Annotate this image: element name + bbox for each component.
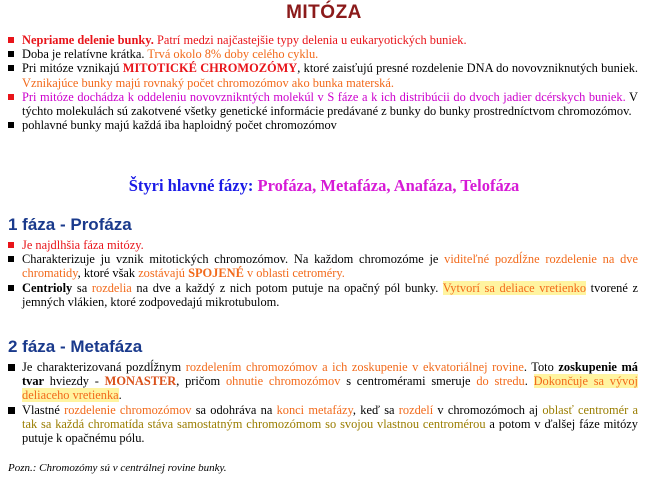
intro-list — [8, 33, 638, 132]
list-item — [8, 90, 638, 118]
text-run: Vznikajúce bunky majú rovnaký počet chromozómov ako bunka materská. — [22, 75, 394, 90]
list-item — [8, 403, 638, 446]
text-run: Doba je relatívne krátka. — [22, 47, 148, 62]
text-run: , ktoré zaisťujú presné rozdelenie DNA do novovzniknutých buniek. — [297, 61, 638, 76]
text-run: s centromérami smeruje — [340, 374, 477, 389]
bullet-icon — [8, 242, 14, 248]
phases-prefix: Štyri hlavné fázy: — [128, 176, 258, 195]
bullet-icon — [8, 122, 14, 128]
bullet-icon — [8, 51, 14, 57]
bullet-icon — [8, 407, 15, 414]
bullet-icon — [8, 65, 14, 71]
text-run: rozdelí — [398, 402, 434, 417]
list-item — [8, 47, 638, 61]
text-run: SPOJENÉ — [188, 266, 244, 281]
list-item — [8, 118, 638, 132]
text-run: , ktoré však — [77, 266, 139, 281]
text-run: sa odohráva na — [191, 402, 277, 417]
text-run: zoskupenie má tvar — [22, 360, 638, 389]
text-run: Trvá okolo 8% doby celého cyklu. — [147, 47, 319, 62]
phases-heading — [0, 176, 648, 195]
text-run: . — [118, 388, 122, 403]
text-run: oblasť centromér a tak sa každá chromatída stáva samostatným chromozómom so svojou vlastnou centromérou — [22, 402, 638, 431]
text-run: konci metafázy — [276, 402, 353, 417]
list-item — [8, 33, 638, 47]
text-run: Centrioly — [22, 280, 73, 295]
text-run: V týchto molekulách sú zakotvené všetky genetické informácie predávané z bunky do bunky prostredníctvom chromozómov. — [22, 89, 638, 119]
text-run: Nepriame delenie bunky. — [22, 33, 154, 47]
metafaza-list — [8, 360, 638, 445]
text-run: ohnutie chromozómov — [225, 374, 341, 389]
phases-names: Profáza, Metafáza, Anafáza, Telofáza — [257, 176, 520, 195]
text-run: rozdelia — [91, 280, 132, 295]
text-run: Charakterizuje ju vznik mitotických chromozómov. Na každom chromozóme je — [22, 252, 445, 267]
text-run: sa — [72, 280, 92, 295]
text-run: Je charakterizovaná pozdĺžnym — [22, 360, 186, 374]
text-run: v chromozómoch aj — [433, 402, 543, 417]
list-item — [8, 61, 638, 89]
profaza-list — [8, 238, 638, 309]
text-run: Vytvorí sa deliace vretienko — [442, 280, 587, 295]
text-run: hviezdy - — [44, 374, 105, 389]
text-run: Je najdlhšia fáza mitózy. — [22, 238, 144, 252]
text-run: Vlastné — [22, 402, 65, 417]
bullet-icon — [8, 37, 14, 43]
section-heading-metafaza: 2 fáza - Metafáza — [8, 337, 143, 356]
list-item — [8, 281, 638, 309]
text-run: Patrí medzi najčastejšie typy delenia u eukaryotických buniek. — [153, 33, 467, 47]
page-title: MITÓZA — [286, 2, 362, 23]
list-item — [8, 252, 638, 280]
bullet-icon — [8, 94, 14, 100]
text-run: pohlavné bunky majú každá iba haploidný počet chromozómov — [22, 118, 337, 133]
bullet-icon — [8, 364, 15, 371]
bullet-icon — [8, 256, 14, 262]
text-run: na dve a každý z nich potom putuje na opačný pól bunky. — [131, 280, 443, 295]
text-run: , pričom — [176, 374, 226, 389]
text-run: tvorené z jemných vlákien, ktoré zodpovedajú mikrotubulom. — [22, 280, 638, 309]
text-run: Pri mitóze vznikajú — [22, 61, 123, 76]
text-run: rozdelenie chromozómov — [64, 402, 192, 417]
text-run: do stredu — [476, 374, 525, 389]
text-run: , keď sa — [352, 402, 399, 417]
text-run: a potom v ďalšej fáze mitózy putuje k opačnému pólu. — [22, 416, 638, 446]
text-run: . Toto — [523, 360, 559, 374]
footnote: Pozn.: Chromozómy sú v centrálnej rovine bunky. — [8, 462, 227, 474]
section-heading-profaza: 1 fáza - Profáza — [8, 215, 132, 234]
text-run: . — [524, 374, 534, 389]
text-run: v oblasti cetroméry. — [243, 266, 345, 281]
text-run: rozdelením chromozómov a ich zoskupenie v ekvatoriálnej rovine — [185, 360, 524, 374]
text-run: MITOTICKÉ CHROMOZÓMY — [122, 61, 298, 76]
text-run: zostávajú — [138, 266, 189, 281]
list-item — [8, 238, 638, 252]
text-run: Pri mitóze dochádza k oddeleniu novovznikntých molekúl v S fáze a k ich distribúcii do dvoch jadier dcérskych buniek. — [22, 89, 626, 104]
text-run: viditeľné pozdĺžne rozdelenie na dve chromatidy — [22, 252, 638, 281]
bullet-icon — [8, 285, 14, 291]
text-run: Dokončuje sa vývoj deliaceho vretienka — [22, 374, 639, 403]
list-item — [8, 360, 638, 403]
text-run: MONASTER — [104, 374, 177, 389]
